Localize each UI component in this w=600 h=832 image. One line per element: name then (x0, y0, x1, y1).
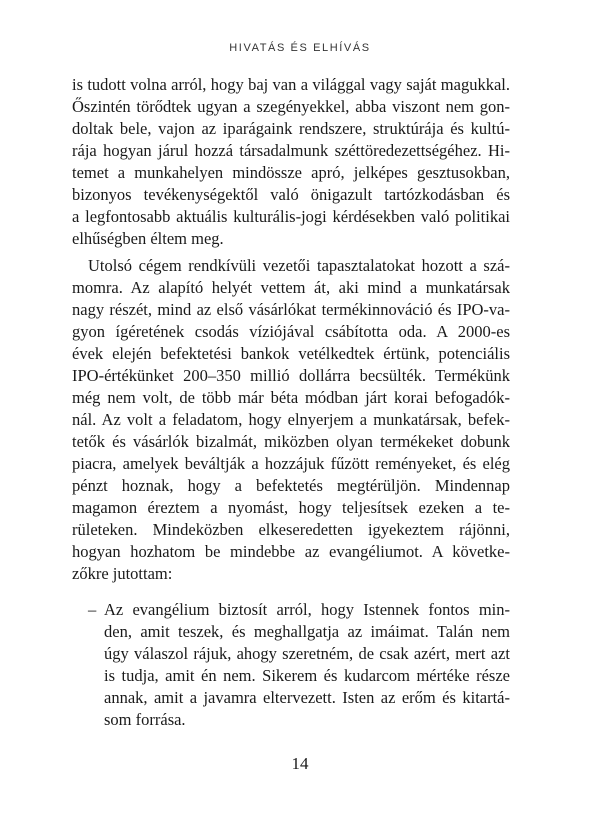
list-item (72, 599, 510, 731)
text-line: nál. Az volt a feladatom, hogy elnyerjem a munkatársak, befek- (72, 410, 510, 429)
text-line: annak, amit a javamra eltervezett. Isten az erőm és kitartá- (104, 688, 510, 707)
running-head: HIVATÁS ÉS ELHÍVÁS (229, 42, 371, 54)
text-line: den, amit teszek, és meghallgatja az imáimat. Talán nem (104, 622, 510, 641)
paragraph-2 (72, 255, 510, 585)
text-line: som forrása. (104, 710, 186, 729)
text-line: gyon ígéretének csodás víziójával csábította oda. A 2000-es (72, 322, 510, 341)
text-line: is tudott volna arról, hogy baj van a világgal vagy saját magukkal. (72, 75, 510, 94)
page-number: 14 (291, 754, 309, 773)
text-line: temet a munkahelyen mindössze apró, jelképes gesztusokban, (72, 163, 510, 182)
text-line: zőkre jutottam: (72, 564, 173, 583)
text-line: még nem volt, de több már béta módban járt korai befogadók- (72, 388, 510, 407)
list-dash: – (88, 600, 97, 619)
text-line: Őszintén törődtek ugyan a szegényekkel, abba viszont nem gon- (72, 97, 510, 116)
text-line: a legfontosabb aktuális kulturális-jogi kérdésekben való politikai (72, 207, 510, 226)
text-line: is tudja, amit én nem. Sikerem és kudarcom mértéke része (104, 666, 510, 685)
text-line: tetők és vásárlók bizalmát, miközben olyan termékeket dobunk (72, 432, 510, 451)
text-line: doltak bele, vajon az iparágaink rendszere, struktúrája és kultú- (72, 119, 510, 138)
text-line: évek elején befektetési bankok vetélkedtek értünk, potenciális (72, 344, 510, 363)
text-line: nagy részét, mind az első vásárlókat termékinnováció és IPO-va- (72, 300, 510, 319)
list-gap (72, 585, 510, 599)
text-line: IPO-értékünket 200–350 millió dollárra becsülték. Termékünk (72, 366, 510, 385)
text-line: Utolsó cégem rendkívüli vezetői tapasztalatokat hozott a szá- (88, 256, 510, 275)
text-line: rületeken. Mindeközben elkeseredetten igyekeztem rájönni, (72, 520, 510, 539)
paragraph-1 (72, 74, 510, 250)
text-line: piacra, amelyek beváltják a hozzájuk fűzött reményeket, és elég (72, 454, 510, 473)
text-line: pénzt hoznak, hogy a befektetés megtérüljön. Mindennap (72, 476, 510, 495)
body-text (72, 74, 510, 731)
text-line: magamon éreztem a nyomást, hogy teljesítsek ezeken a te- (72, 498, 510, 517)
text-line: momra. Az alapító helyét vettem át, aki mind a munkatársak (72, 278, 510, 297)
text-line: bizonyos tevékenységektől való önigazult tartózkodásban és (72, 185, 510, 204)
text-line: rája hogyan járul hozzá társadalmunk széttöredezettségéhez. Hi- (72, 141, 510, 160)
text-line: hogyan hozhatom be mindebbe az evangéliumot. A követke- (72, 542, 510, 561)
text-line: elhűségben éltem meg. (72, 229, 224, 248)
text-line: Az evangélium biztosít arról, hogy Istennek fontos min- (104, 600, 510, 619)
text-line: úgy válaszol rájuk, ahogy szeretném, de csak azért, mert azt (104, 644, 510, 663)
